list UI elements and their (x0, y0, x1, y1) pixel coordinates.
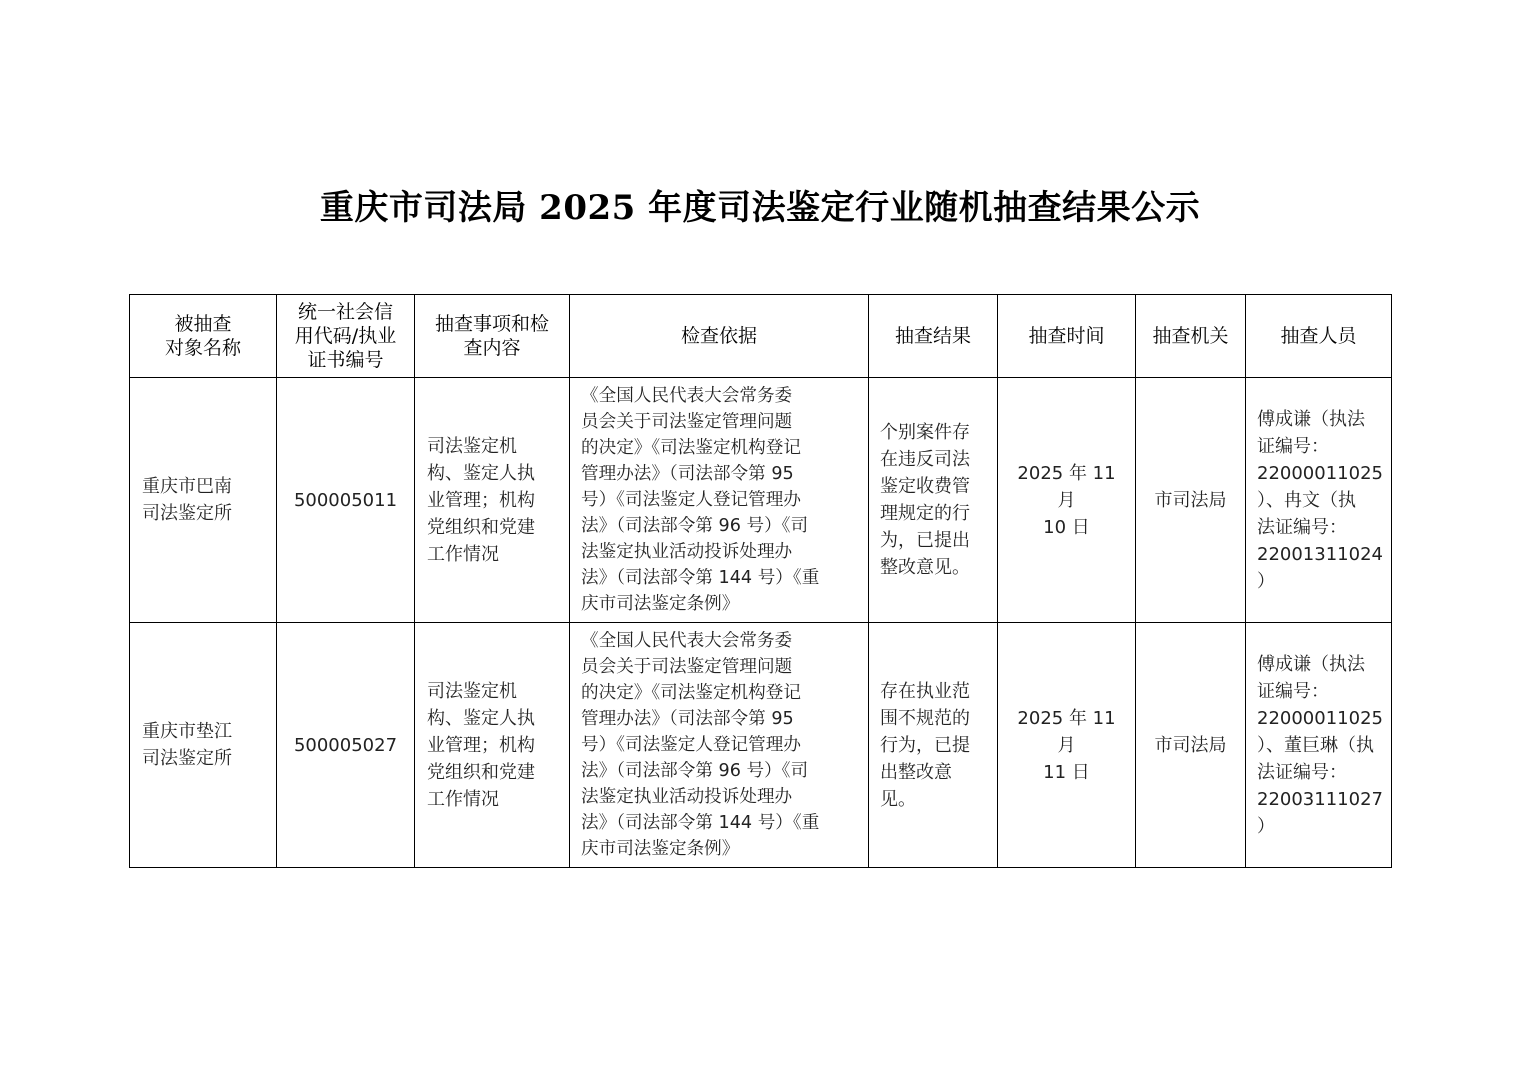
table-row (130, 378, 1392, 623)
header-label: 检查依据 (680, 325, 757, 347)
cell-target-name: 重庆市巴南 司法鉴定所 (130, 378, 277, 623)
cell-items: 司法鉴定机 构、鉴定人执 业管理；机构 党组织和党建 工作情况 (415, 378, 570, 623)
inspection-results-table (129, 294, 1392, 868)
header-cell-inspectors (1246, 295, 1392, 378)
header-label: 抽查结果 (894, 325, 971, 347)
header-label: 抽查事项和检 查内容 (434, 313, 549, 359)
cell-date: 2025 年 11 月 10 日 (998, 378, 1136, 623)
cell-items: 司法鉴定机 构、鉴定人执 业管理；机构 党组织和党建 工作情况 (415, 623, 570, 868)
header-label: 抽查人员 (1280, 325, 1357, 347)
cell-agency: 市司法局 (1136, 378, 1246, 623)
header-label: 统一社会信 用代码/执业 证书编号 (294, 301, 397, 371)
header-cell-result (869, 295, 998, 378)
cell-date: 2025 年 11 月 11 日 (998, 623, 1136, 868)
cell-credit-code: 500005011 (277, 378, 415, 623)
header-label: 抽查机关 (1152, 325, 1229, 347)
table-row (130, 623, 1392, 868)
cell-inspectors: 傅成谦（执法 证编号： 22000011025 ）、董巨琳（执 法证编号： 22003111027 ） (1246, 623, 1392, 868)
header-label: 抽查时间 (1028, 325, 1105, 347)
header-cell-target-name (130, 295, 277, 378)
header-label: 被抽查 对象名称 (164, 313, 241, 359)
cell-inspectors: 傅成谦（执法 证编号： 22000011025 ）、冉文（执 法证编号： 22001311024 ） (1246, 378, 1392, 623)
table-header-row (130, 295, 1392, 378)
cell-target-name: 重庆市垫江 司法鉴定所 (130, 623, 277, 868)
header-cell-date (998, 295, 1136, 378)
cell-credit-code: 500005027 (277, 623, 415, 868)
header-cell-credit-code (277, 295, 415, 378)
cell-result: 存在执业范 围不规范的 行为，已提 出整改意 见。 (869, 623, 998, 868)
header-cell-agency (1136, 295, 1246, 378)
header-cell-basis (570, 295, 869, 378)
cell-basis: 《全国人民代表大会常务委 员会关于司法鉴定管理问题 的决定》《司法鉴定机构登记 管理办法》（司法部令第 95 号）《司法鉴定人登记管理办 法》（司法部令第 96 号）《司 法鉴定执业活动投诉处理办 法》（司法部令第 144 号）《重 庆市司法鉴定条例》 (570, 378, 869, 623)
cell-basis: 《全国人民代表大会常务委 员会关于司法鉴定管理问题 的决定》《司法鉴定机构登记 管理办法》（司法部令第 95 号）《司法鉴定人登记管理办 法》（司法部令第 96 号）《司 法鉴定执业活动投诉处理办 法》（司法部令第 144 号）《重 庆市司法鉴定条例》 (570, 623, 869, 868)
page-title: 重庆市司法局 2025 年度司法鉴定行业随机抽查结果公示 (319, 188, 1201, 228)
cell-result: 个别案件存 在违反司法 鉴定收费管 理规定的行 为，已提出 整改意见。 (869, 378, 998, 623)
header-cell-items (415, 295, 570, 378)
cell-agency: 市司法局 (1136, 623, 1246, 868)
